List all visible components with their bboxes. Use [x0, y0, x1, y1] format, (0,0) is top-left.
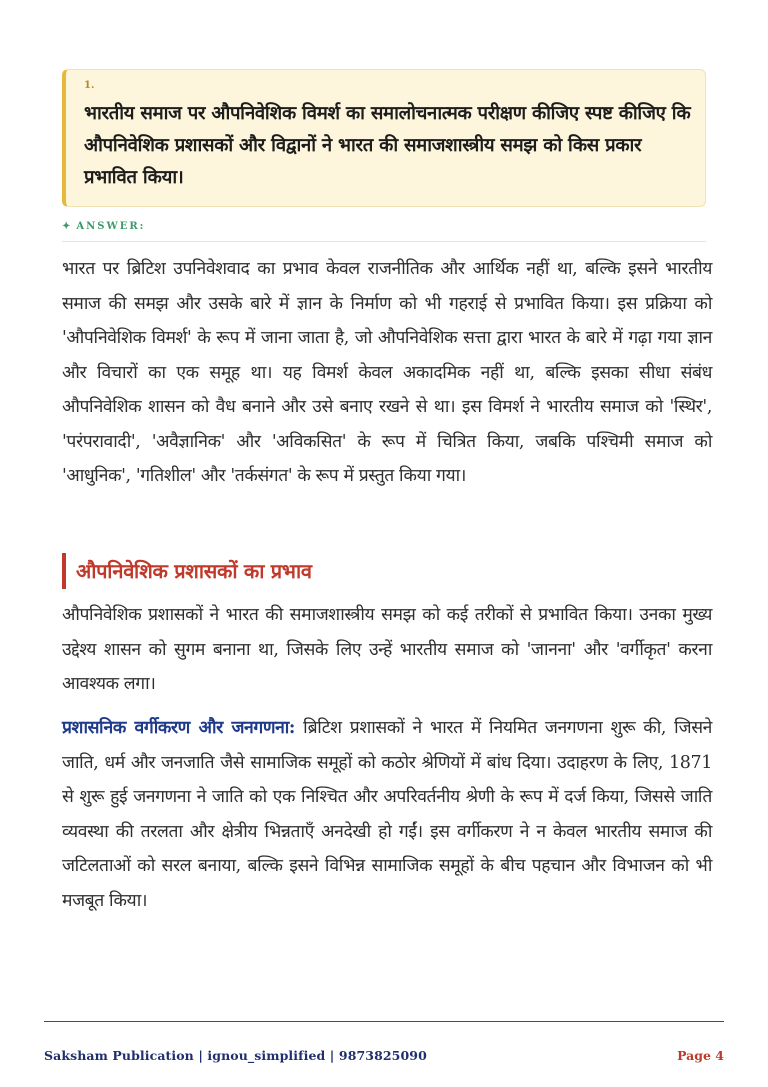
footer-divider: [44, 1021, 724, 1022]
page-number: Page 4: [677, 1048, 724, 1063]
point-text: ब्रिटिश प्रशासकों ने भारत में नियमित जनगणना शुरू की, जिसने जाति, धर्म और जनजाति जैसे सामाजिक समूहों को कठोर श्रेणियों में बांध दिया। उदाहरण के लिए, 1871 से शुरू हुई जनगणना ने जाति को एक निश्चित और अपरिवर्तनीय श्रेणी के रूप में दर्ज किया, जिससे जाति व्यवस्था की तरलता और क्षेत्रीय भिन्नताएँ अनदेखी हो गईं। इस वर्गीकरण ने न केवल भारतीय समाज की जटिलताओं को सरल बनाया, बल्कि इसने विभिन्न सामाजिक समूहों के बीच पहचान और विभाजन को भी मजबूत किया।: [62, 718, 712, 911]
footer-publisher: Saksham Publication | ignou_simplified | 9873825090: [44, 1048, 427, 1063]
point-lead: प्रशासनिक वर्गीकरण और जनगणना:: [62, 718, 295, 738]
point-paragraph: [62, 711, 712, 918]
question-number: 1.: [84, 80, 95, 91]
answer-label: [62, 220, 145, 234]
question-box: [62, 69, 706, 207]
section-heading: औपनिवेशिक प्रशासकों का प्रभाव: [62, 553, 312, 589]
intro-paragraph: भारत पर ब्रिटिश उपनिवेशवाद का प्रभाव केवल राजनीतिक और आर्थिक नहीं था, बल्कि इसने भारतीय समाज की समझ और उसके बारे में ज्ञान के निर्माण को भी गहराई से प्रभावित किया। इस प्रक्रिया को 'औपनिवेशिक विमर्श' के रूप में जाना जाता है, जो औपनिवेशिक सत्ता द्वारा भारत के बारे में गढ़ा गया ज्ञान और विचारों का एक समूह था। यह विमर्श केवल अकादमिक नहीं था, बल्कि इसका सीधा संबंध औपनिवेशिक शासन को वैध बनाने और उसे बनाए रखने से था। इस विमर्श ने भारतीय समाज को 'स्थिर', 'परंपरावादी', 'अवैज्ञानिक' और 'अविकसित' के रूप में चित्रित किया, जबकि पश्चिमी समाज को 'आधुनिक', 'गतिशील' और 'तर्कसंगत' के रूप में प्रस्तुत किया गया।: [62, 259, 712, 486]
question-text: भारतीय समाज पर औपनिवेशिक विमर्श का समालोचनात्मक परीक्षण कीजिए स्पष्ट कीजिए कि औपनिवेशिक प्रशासकों और विद्वानों ने भारत की समाजशास्त्रीय समझ को किस प्रकार प्रभावित किया।: [84, 103, 691, 188]
sparkle-icon: ✦: [62, 221, 73, 232]
answer-label-text: ANSWER:: [76, 221, 146, 232]
section-paragraph: औपनिवेशिक प्रशासकों ने भारत की समाजशास्त्रीय समझ को कई तरीकों से प्रभावित किया। उनका मुख्य उद्देश्य शासन को सुगम बनाना था, जिसके लिए उन्हें भारतीय समाज को 'जानना' और 'वर्गीकृत' करना आवश्यक लगा।: [62, 605, 712, 694]
answer-divider: [62, 241, 706, 242]
